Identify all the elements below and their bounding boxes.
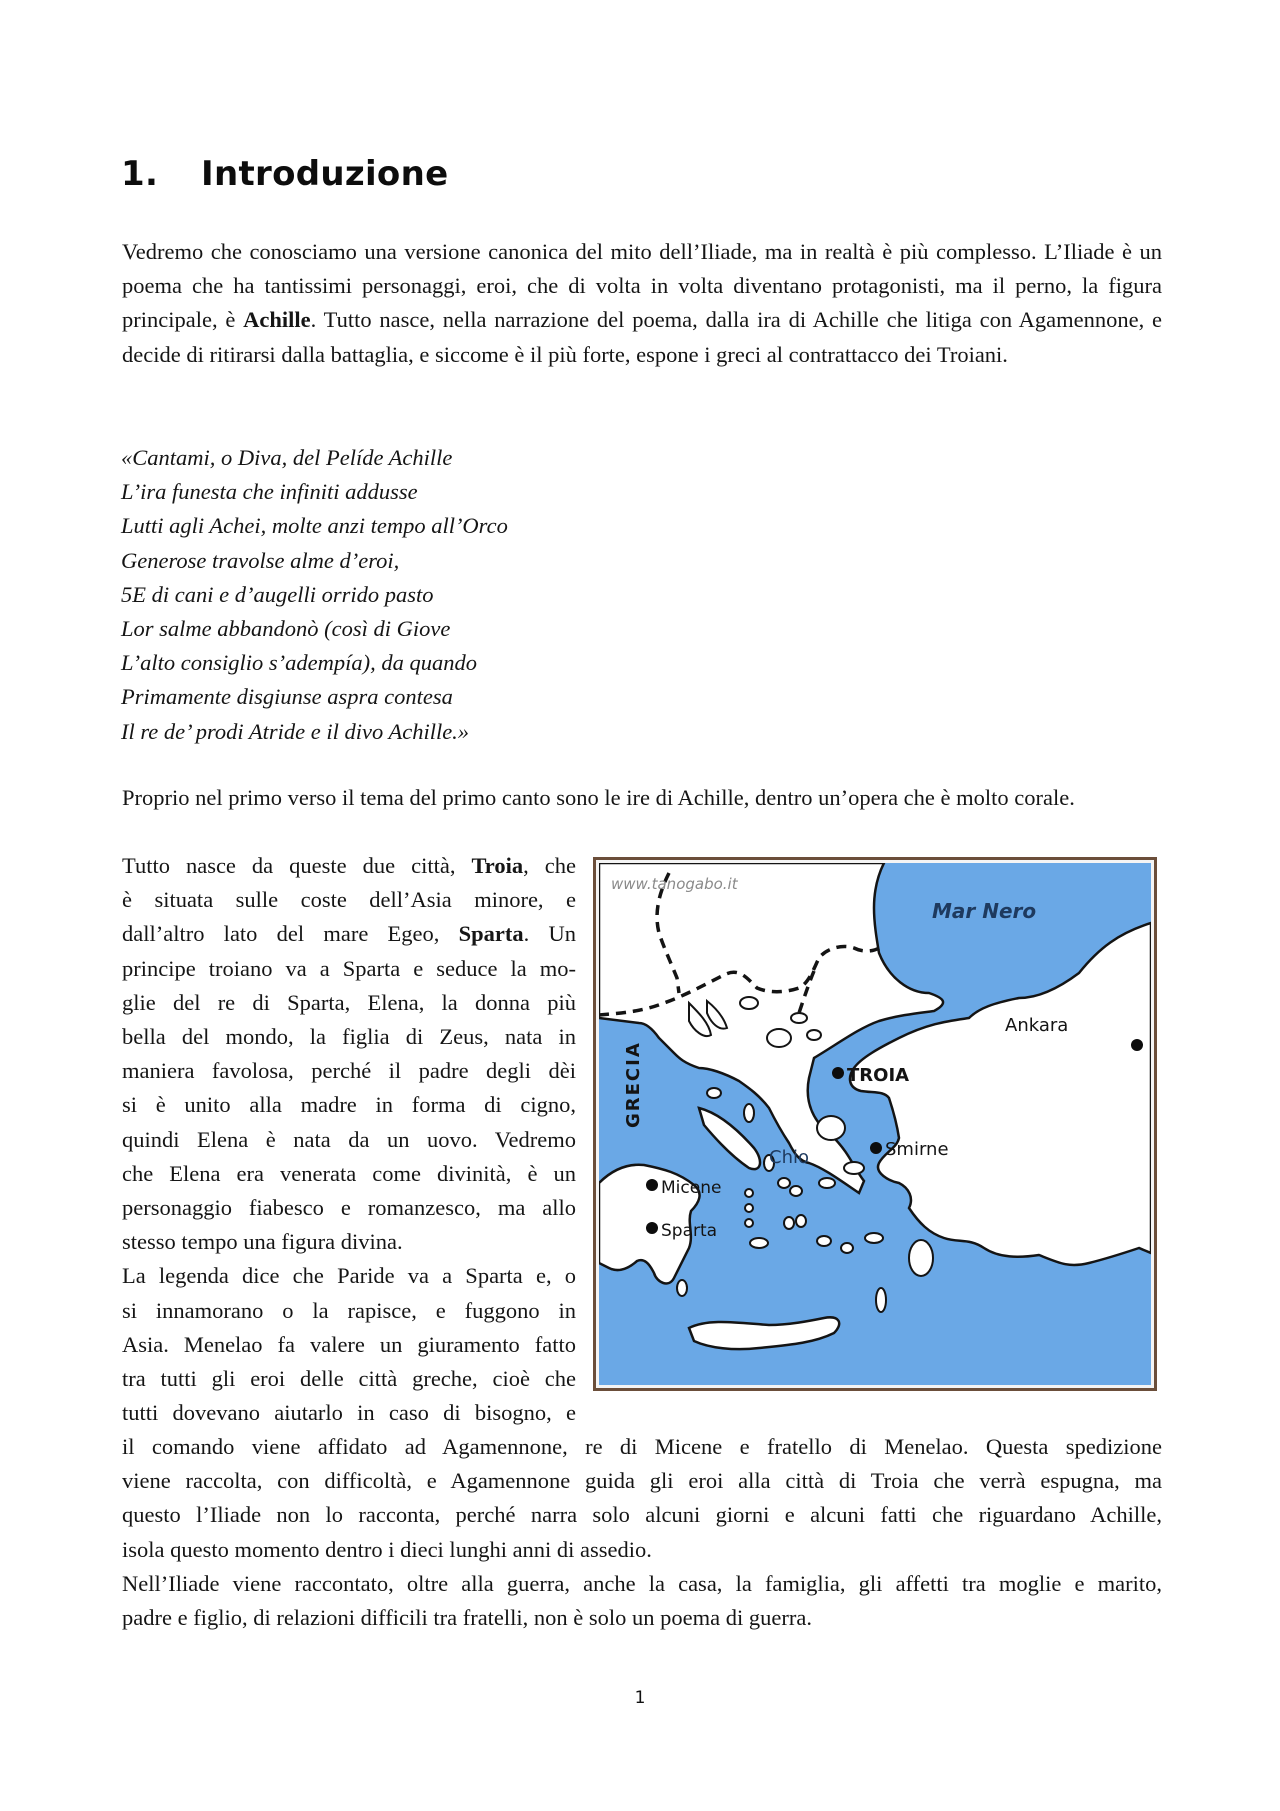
map-label-sparta: Sparta xyxy=(661,1221,718,1241)
poem-verse: Il re de’ prodi Atride e il divo Achille.» xyxy=(121,718,470,744)
text-line: viene raccolta, con difficoltà, e Agamennone guida gli eroi alla città di Troia che verrà espugna, ma xyxy=(122,1468,1162,1494)
poem-verse: L’alto consiglio s’adempía), da quando xyxy=(121,650,478,676)
map-figure xyxy=(593,857,1157,1391)
text-line: si innamorano o la rapisce, e fuggono in xyxy=(122,1297,576,1323)
intro-text-end: . Tutto nasce, nella narrazione del poema, dalla ira di Achille che litiga con Agamennone, e decide di ritirarsi dalla battaglia, e siccome è il più forte, espone i greci al contrattacco dei Troiani. xyxy=(122,307,1162,367)
bold-troia: Troia xyxy=(471,853,524,878)
text-line: questo l’Iliade non lo racconta, perché narra solo alcuni giorni e alcuni fatti che riguardano Achille, xyxy=(122,1502,1162,1528)
text-line: bella del mondo, la figlia di Zeus, nata in xyxy=(122,1024,576,1050)
poem-verse: Lor salme abbandonò (così di Giove xyxy=(121,616,451,642)
poem-verse: Lutti agli Achei, molte anzi tempo all’Orco xyxy=(121,513,508,539)
map-watermark: www.tanogabo.it xyxy=(611,875,738,893)
text-line: isola questo momento dentro i dieci lunghi anni di assedio. xyxy=(122,1536,652,1562)
poem-quote xyxy=(121,441,508,749)
text-line: personaggio fiabesco e romanzesco, ma allo xyxy=(122,1195,576,1221)
poem-verse: «Cantami, o Diva, del Pelíde Achille xyxy=(121,445,453,470)
proprio-paragraph: Proprio nel primo verso il tema del primo canto sono le ire di Achille, dentro un’opera che è molto corale. xyxy=(122,785,1075,810)
text-line: Asia. Menelao fa valere un giuramento fatto xyxy=(122,1331,576,1357)
poem-verse: 5E di cani e d’augelli orrido pasto xyxy=(121,581,434,607)
map-label-grecia: GRECIA xyxy=(623,1041,644,1128)
map-label-smirne: Smirne xyxy=(885,1139,949,1160)
text-line: Tutto nasce da queste due città, Troia, che xyxy=(122,853,576,878)
intro-paragraph xyxy=(122,235,1162,372)
map-label-chio: Chio xyxy=(769,1147,809,1168)
text-line: che Elena era venerata come divinità, è un xyxy=(122,1160,576,1186)
text-line: il comando viene affidato ad Agamennone, re di Micene e fratello di Menelao. Questa spedizione xyxy=(122,1434,1162,1459)
text-line: tutti dovevano aiutarlo in caso di bisogno, e xyxy=(122,1400,576,1426)
aegean-map-image xyxy=(599,863,1151,1385)
text-line: principe troiano va a Sparta e seduce la mo- xyxy=(122,955,576,981)
text-line: maniera favolosa, perché il padre degli dèi xyxy=(122,1058,576,1084)
text-line: glie del re di Sparta, Elena, la donna più xyxy=(122,989,576,1015)
map-label-troia: TROIA xyxy=(847,1065,910,1086)
intro-text-start: Vedremo che conosciamo una versione canonica del mito dell’Iliade, ma in realtà è più complesso. L’Iliade è un poema che ha tantissimi personaggi, eroi, che di volta in volta diventano protagonisti, ma il perno, la figura principale, è xyxy=(122,239,1162,333)
bold-sparta: Sparta xyxy=(458,921,524,947)
section-title: Introduzione xyxy=(201,154,449,194)
bottom-paragraph xyxy=(122,1430,1162,1635)
map-label-sea: Mar Nero xyxy=(932,899,1037,923)
poem-verse: Primamente disgiunse aspra contesa xyxy=(121,684,453,710)
poem-verse: L’ira funesta che infiniti addusse xyxy=(121,479,418,505)
section-heading xyxy=(121,152,448,196)
text-line: La legenda dice che Paride va a Sparta e, o xyxy=(122,1263,576,1289)
map-label-ankara: Ankara xyxy=(1005,1015,1069,1036)
page-number: 1 xyxy=(634,1688,646,1708)
wrapped-paragraph xyxy=(122,849,576,1430)
text-line: stesso tempo una figura divina. xyxy=(122,1229,403,1255)
text-line: si è unito alla madre in forma di cigno, xyxy=(122,1092,576,1118)
map-label-micene: Micene xyxy=(661,1178,722,1198)
poem-verse: Generose travolse alme d’eroi, xyxy=(121,547,400,573)
section-number: 1. xyxy=(121,154,159,194)
intro-bold-achille: Achille xyxy=(243,307,311,333)
text-line: tra tutti gli eroi delle città greche, cioè che xyxy=(122,1366,576,1392)
text-line: quindi Elena è nata da un uovo. Vedremo xyxy=(122,1126,576,1152)
text-line: dall’altro lato del mare Egeo, Sparta. Un xyxy=(122,921,577,947)
text-line: padre e figlio, di relazioni difficili tra fratelli, non è solo un poema di guerra. xyxy=(122,1605,812,1631)
text-line: è situata sulle coste dell’Asia minore, e xyxy=(122,887,576,913)
text-line: Nell’Iliade viene raccontato, oltre alla guerra, anche la casa, la famiglia, gli affetti tra moglie e marito, xyxy=(122,1570,1162,1596)
